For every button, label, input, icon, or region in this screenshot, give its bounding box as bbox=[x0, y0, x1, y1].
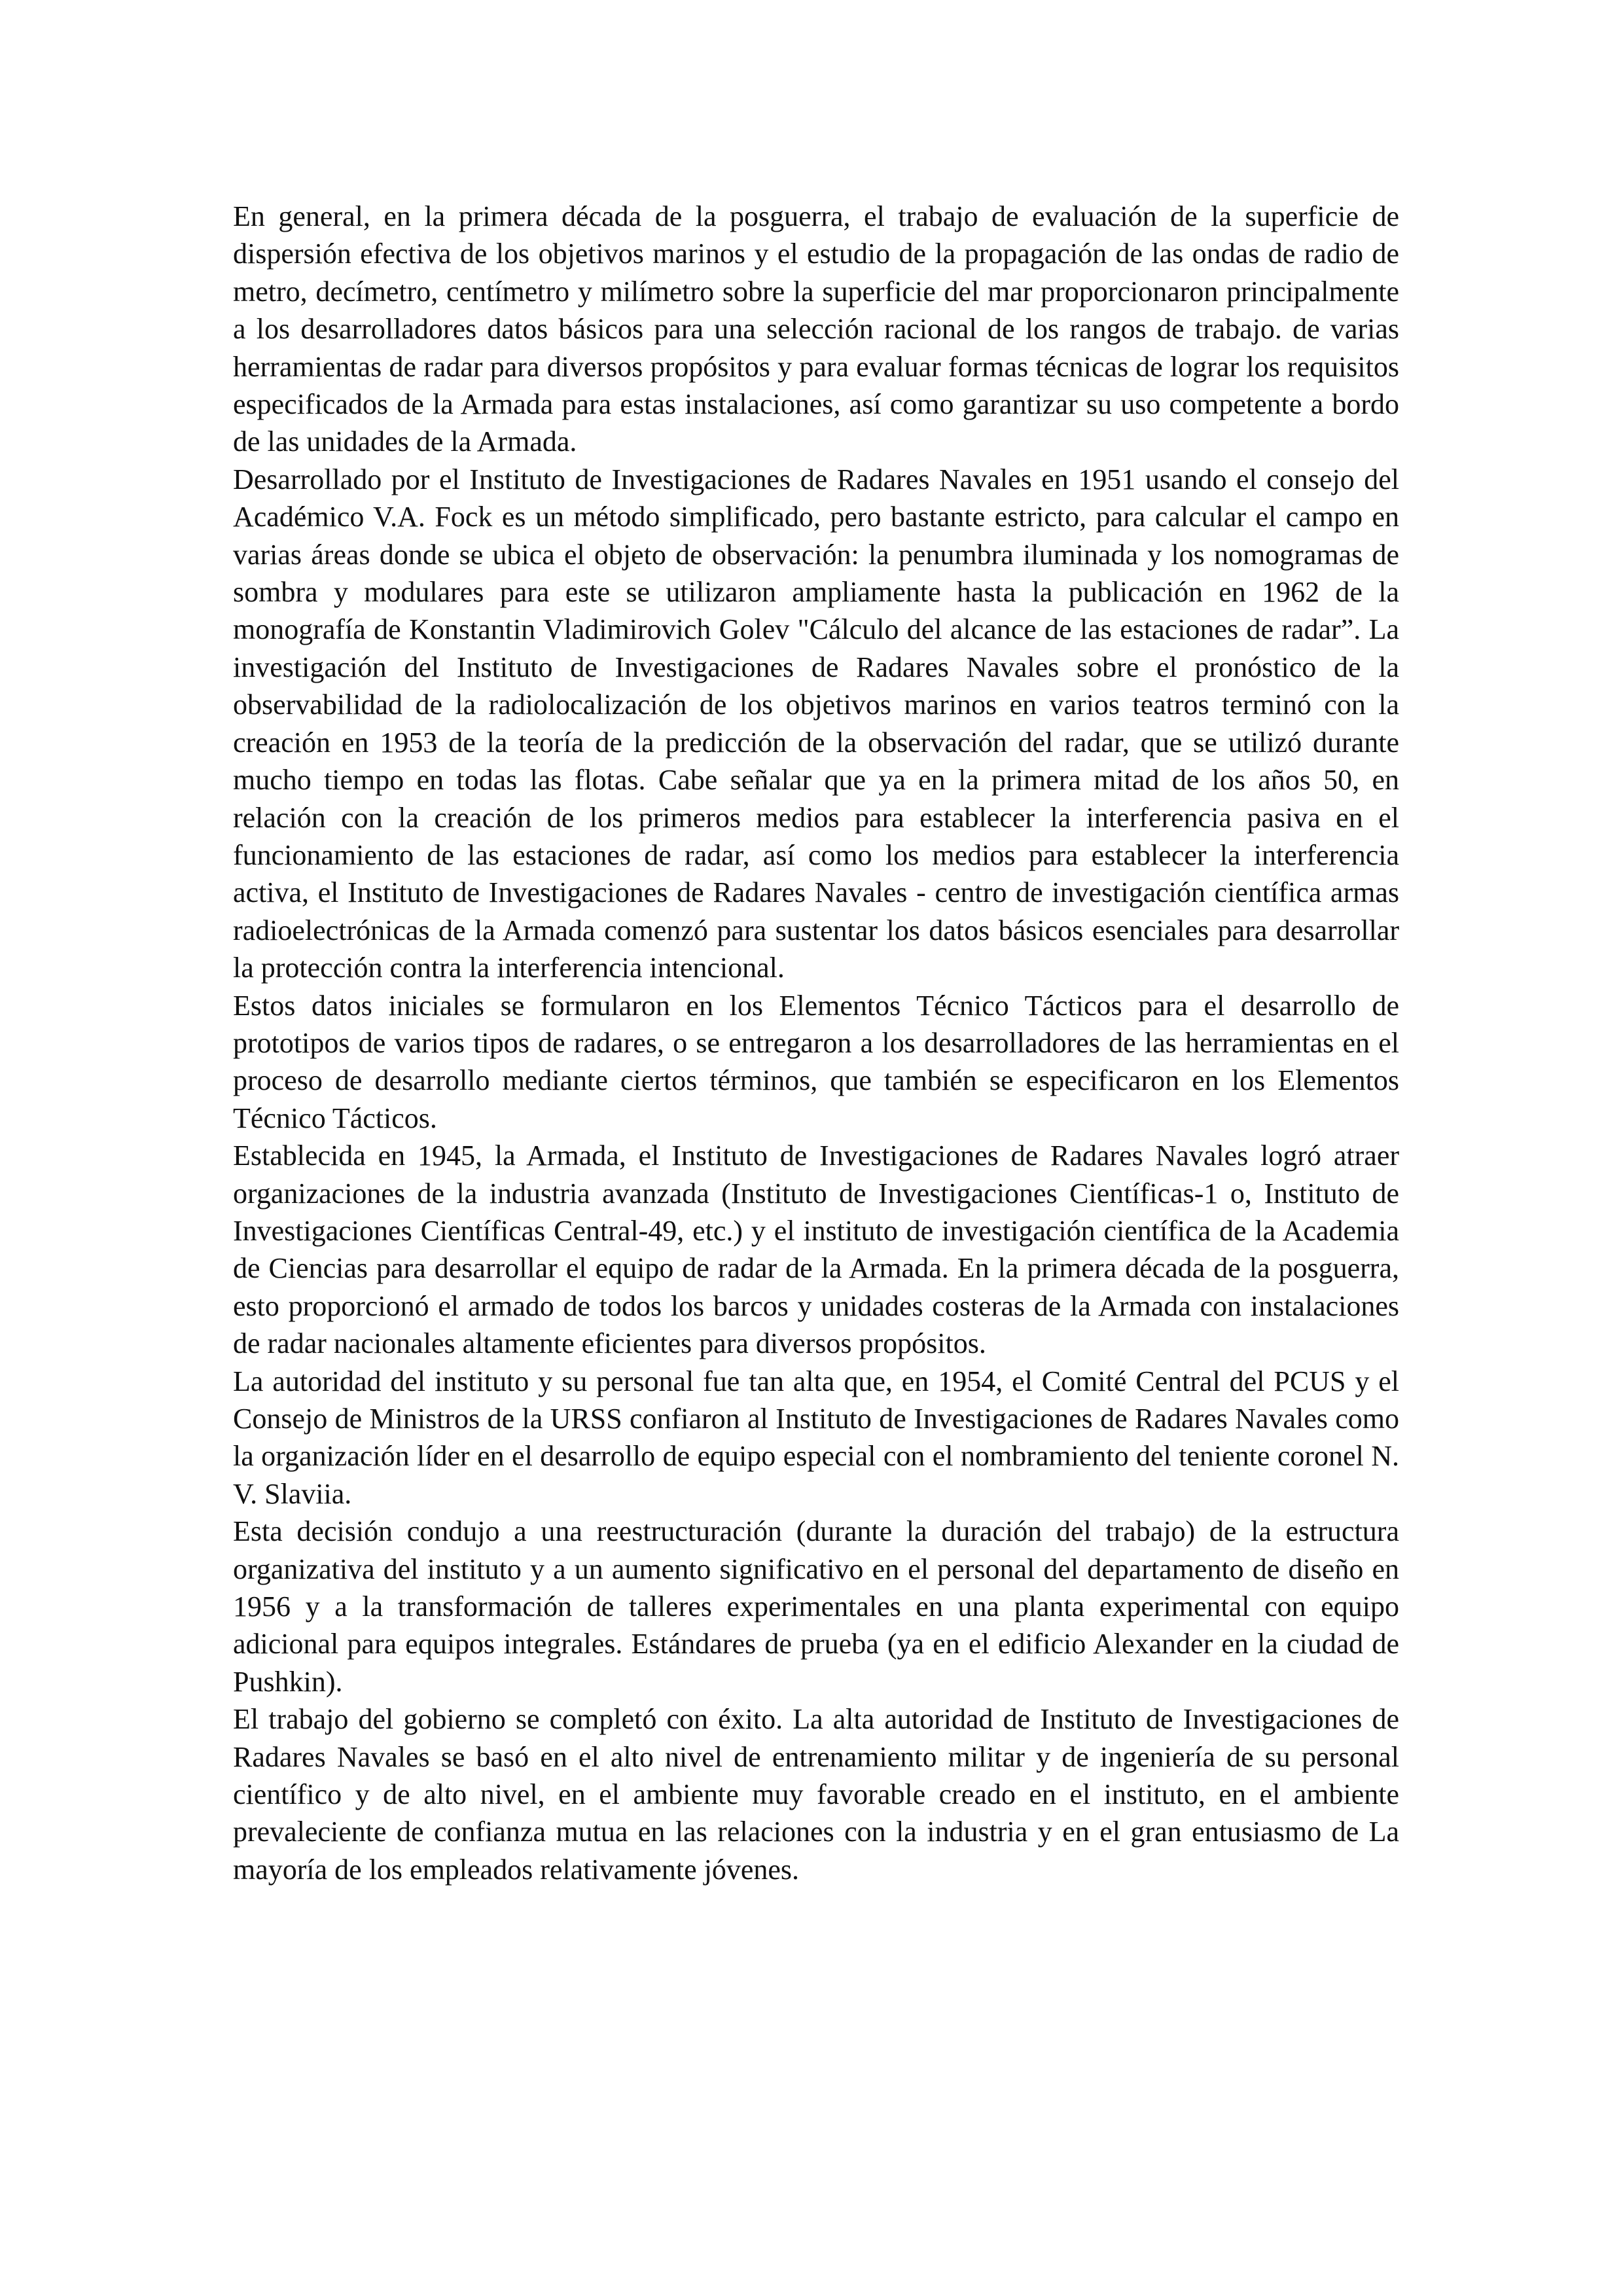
paragraph-5: La autoridad del instituto y su personal fue tan alta que, en 1954, el Comité Central del PCUS y el Consejo de Ministros de la URSS confiaron al Instituto de Investigaciones de Radares Navales como la organización líder en el desarrollo de equipo especial con el nombramiento del teniente coronel N. V. Slaviia. bbox=[233, 1365, 1399, 1510]
paragraph-3: Estos datos iniciales se formularon en los Elementos Técnico Tácticos para el desarrollo de prototipos de varios tipos de radares, o se entregaron a los desarrolladores de las herramientas en el proceso de desarrollo mediante ciertos términos, que también se especificaron en los Elementos Técnico Tácticos. bbox=[233, 989, 1399, 1134]
paragraph-1: En general, en la primera década de la posguerra, el trabajo de evaluación de la superficie de dispersión efectiva de los objetivos marinos y el estudio de la propagación de las ondas de radio de metro, decímetro, centímetro y milímetro sobre la superficie del mar proporcionaron principalmente a los desarrolladores datos básicos para una selección racional de los rangos de trabajo. de varias herramientas de radar para diversos propósitos y para evaluar formas técnicas de lograr los requisitos especificados de la Armada para estas instalaciones, así como garantizar su uso competente a bordo de las unidades de la Armada. bbox=[233, 200, 1399, 458]
paragraph-7: El trabajo del gobierno se completó con éxito. La alta autoridad de Instituto de Investigaciones de Radares Navales se basó en el alto nivel de entrenamiento militar y de ingeniería de su personal científico y de alto nivel, en el ambiente muy favorable creado en el instituto, en el ambiente prevaleciente de confianza mutua en las relaciones con la industria y en el gran entusiasmo de La mayoría de los empleados relativamente jóvenes. bbox=[233, 1703, 1399, 1886]
document-body bbox=[233, 198, 1399, 1888]
paragraph-6: Esta decisión condujo a una reestructuración (durante la duración del trabajo) de la estructura organizativa del instituto y a un aumento significativo en el personal del departamento de diseño en 1956 y a la transformación de talleres experimentales en una planta experimental con equipo adicional para equipos integrales. Estándares de prueba (ya en el edificio Alexander en la ciudad de Pushkin). bbox=[233, 1515, 1399, 1698]
paragraph-4: Establecida en 1945, la Armada, el Instituto de Investigaciones de Radares Navales logró atraer organizaciones de la industria avanzada (Instituto de Investigaciones Científicas-1 o, Instituto de Investigaciones Científicas Central-49, etc.) y el instituto de investigación científica de la Academia de Ciencias para desarrollar el equipo de radar de la Armada. En la primera década de la posguerra, esto proporcionó el armado de todos los barcos y unidades costeras de la Armada con instalaciones de radar nacionales altamente eficientes para diversos propósitos. bbox=[233, 1139, 1399, 1360]
paragraph-2: Desarrollado por el Instituto de Investigaciones de Radares Navales en 1951 usando el consejo del Académico V.A. Fock es un método simplificado, pero bastante estricto, para calcular el campo en varias áreas donde se ubica el objeto de observación: la penumbra iluminada y los nomogramas de sombra y modulares para este se utilizaron ampliamente hasta la publicación en 1962 de la monografía de Konstantin Vladimirovich Golev "Cálculo del alcance de las estaciones de radar”. La investigación del Instituto de Investigaciones de Radares Navales sobre el pronóstico de la observabilidad de la radiolocalización de los objetivos marinos en varios teatros terminó con la creación en 1953 de la teoría de la predicción de la observación del radar, que se utilizó durante mucho tiempo en todas las flotas. Cabe señalar que ya en la primera mitad de los años 50, en relación con la creación de los primeros medios para establecer la interferencia pasiva en el funcionamiento de las estaciones de radar, así como los medios para establecer la interferencia activa, el Instituto de Investigaciones de Radares Navales - centro de investigación científica armas radioelectrónicas de la Armada comenzó para sustentar los datos básicos esenciales para desarrollar la protección contra la interferencia intencional. bbox=[233, 463, 1399, 984]
